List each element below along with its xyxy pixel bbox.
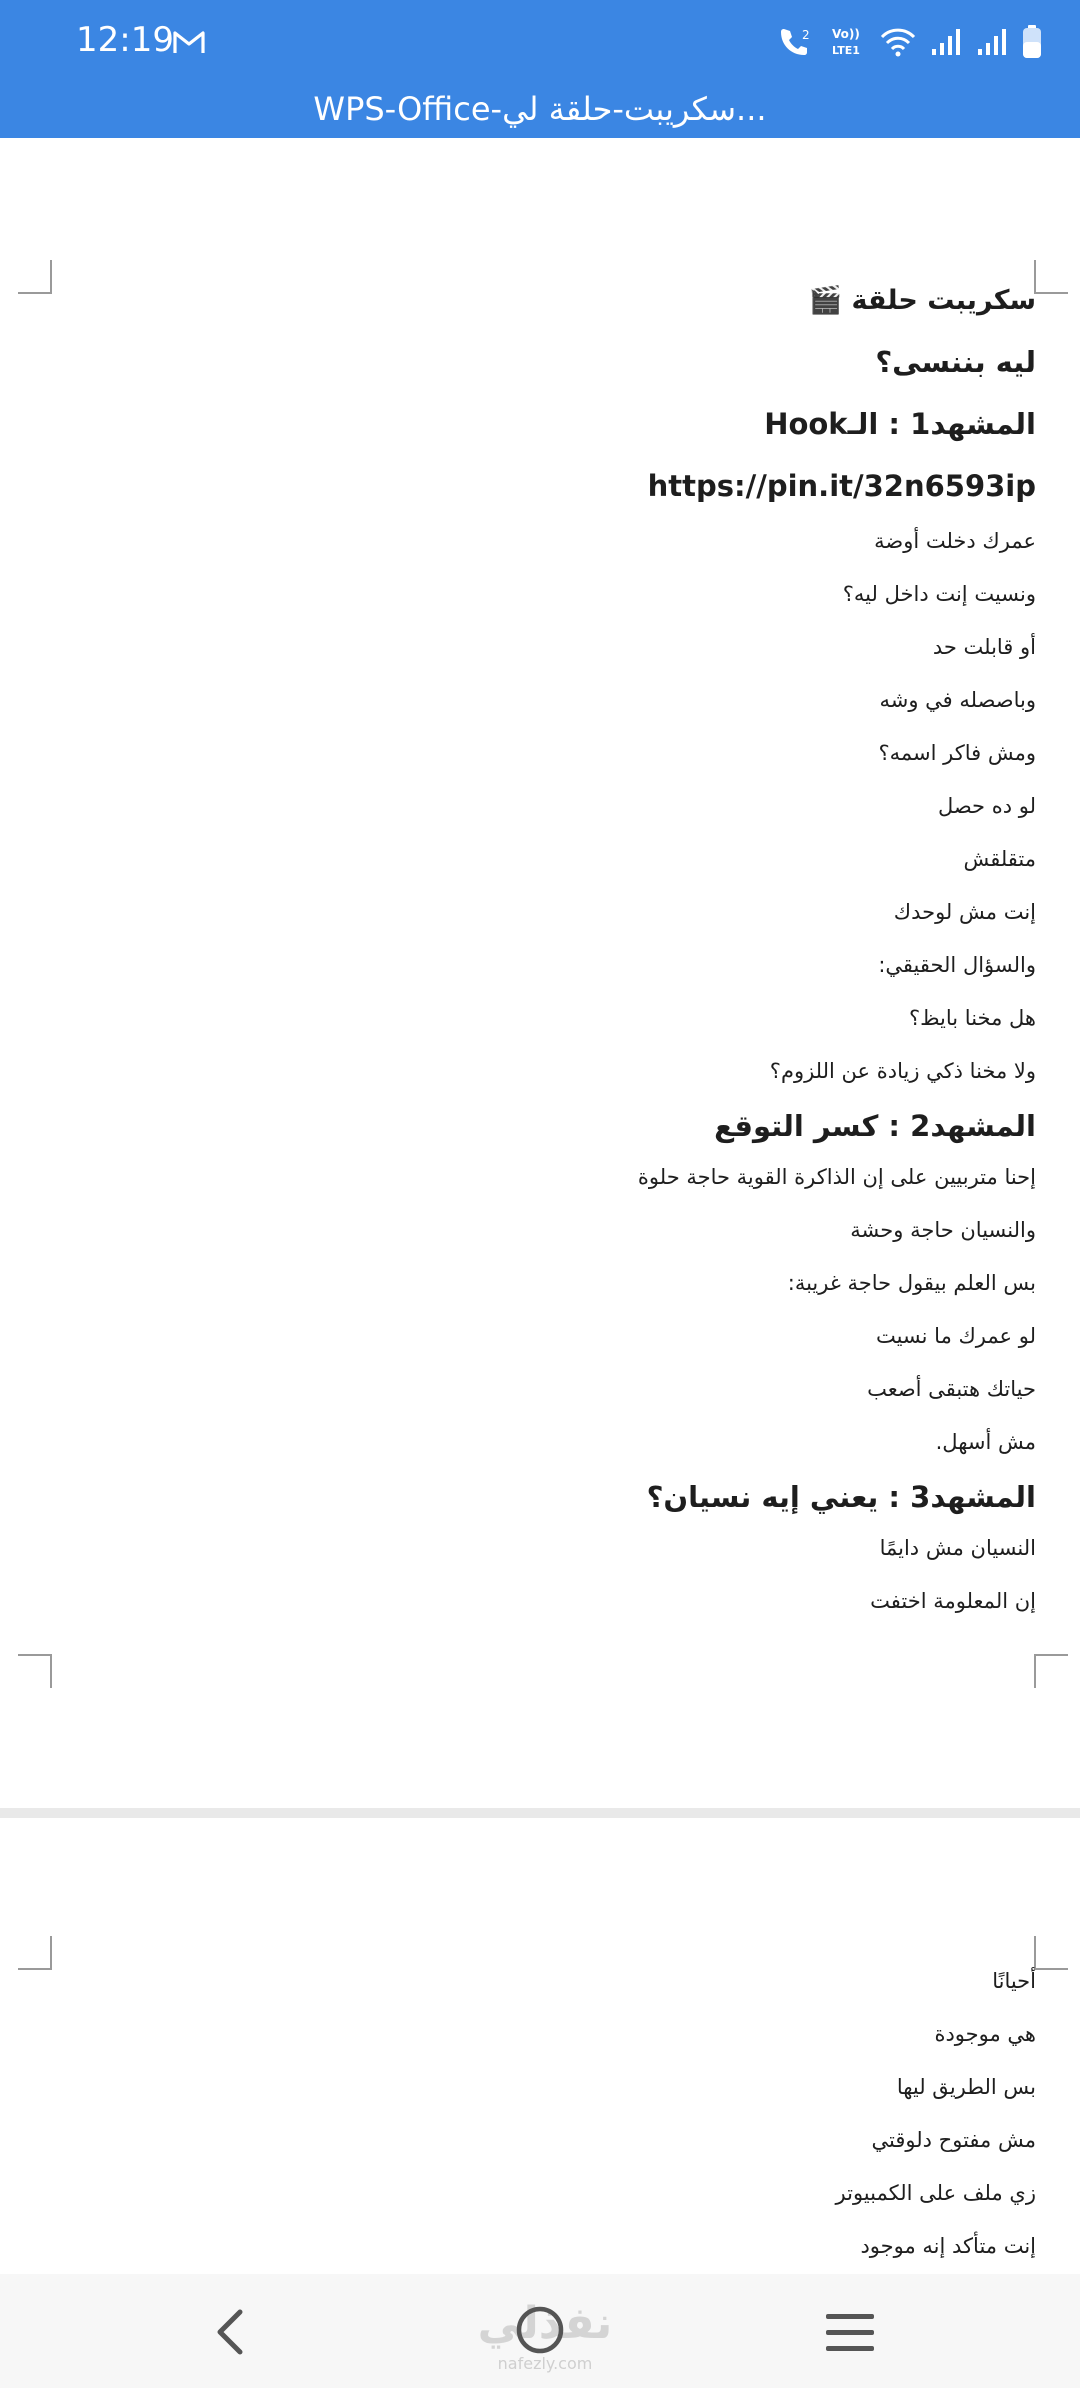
page-corner-mark: [1034, 260, 1068, 294]
signal-icon: [930, 27, 962, 57]
page-corner-mark: [18, 260, 52, 294]
doc-line: هل مخنا بايظ؟: [908, 1006, 1036, 1030]
status-time: 12:19: [76, 20, 174, 60]
doc-line: مش أسهل.: [935, 1430, 1036, 1454]
wifi-calling-icon: [778, 25, 816, 59]
home-icon[interactable]: [514, 2304, 566, 2360]
page-corner-mark: [1034, 1936, 1068, 1970]
doc-line: والسؤال الحقيقي:: [878, 953, 1036, 977]
back-icon[interactable]: [212, 2308, 248, 2360]
doc-line: النسيان مش دايمًا: [879, 1536, 1036, 1560]
page-2-content: [256, 1968, 1036, 2259]
doc-line: زي ملف على الكمبيوتر: [835, 2181, 1036, 2205]
signal-icon: [976, 27, 1008, 57]
page-1-content: [256, 286, 1036, 1614]
battery-icon: [1022, 25, 1042, 59]
document-title: WPS-Office-سكريبت-حلقة لي...: [313, 90, 767, 128]
page-corner-mark: [18, 1936, 52, 1970]
navigation-bar: [0, 2274, 1080, 2388]
doc-line: حياتك هتبقى أصعب: [867, 1377, 1036, 1401]
doc-line: بس العلم بيقول حاجة غريبة:: [787, 1271, 1036, 1295]
doc-line: إنت متأكد إنه موجود: [860, 2234, 1036, 2258]
status-icons: [778, 22, 1042, 62]
doc-line: وباصصله في وشه: [879, 688, 1036, 712]
doc-line: إحنا متربيين على إن الذاكرة القوية حاجة حلوة: [637, 1165, 1036, 1189]
doc-heading: سكريبت حلقة 🎬: [808, 285, 1036, 316]
watermark-url: nafezly.com: [497, 2354, 593, 2373]
svg-text:LTE1: LTE1: [832, 44, 860, 57]
volte-icon: [830, 25, 866, 59]
document-page-2[interactable]: [0, 1818, 1080, 2274]
doc-line: لو عمرك ما نسيت: [875, 1324, 1036, 1348]
app-bar: [0, 0, 1080, 138]
page-separator: [0, 1808, 1080, 1818]
doc-line: عمرك دخلت أوضة: [874, 529, 1036, 553]
svg-text:Vo)): Vo)): [832, 27, 860, 41]
wifi-icon: [880, 27, 916, 57]
doc-line: أو قابلت حد: [932, 635, 1036, 659]
doc-line: ونسيت إنت داخل ليه؟: [842, 582, 1036, 606]
doc-line: ولا مخنا ذكي زيادة عن اللزوم؟: [769, 1059, 1036, 1083]
page-corner-mark: [18, 1654, 52, 1688]
doc-line: بس الطريق ليها: [896, 2075, 1036, 2099]
doc-link[interactable]: https://pin.it/32n6593ip: [647, 469, 1036, 503]
document-page-1[interactable]: [0, 138, 1080, 1808]
doc-line: والنسيان حاجة وحشة: [850, 1218, 1036, 1242]
svg-text:2: 2: [802, 28, 810, 42]
doc-line: إنت مش لوحدك: [893, 900, 1036, 924]
watermark: نفذلي: [477, 2298, 613, 2349]
doc-line: إن المعلومة اختفت: [870, 1589, 1036, 1613]
doc-line: أحيانًا: [992, 1969, 1036, 1993]
doc-heading: المشهد1 : الـHook: [764, 407, 1036, 441]
doc-heading: المشهد3 : يعني إيه نسيان؟: [646, 1480, 1036, 1514]
page-corner-mark: [1034, 1654, 1068, 1688]
doc-line: مش مفتوح دلوقتي: [871, 2128, 1036, 2152]
doc-line: ومش فاكر اسمه؟: [878, 741, 1036, 765]
gmail-icon: [172, 28, 206, 60]
doc-line: لو ده حصل: [937, 794, 1036, 818]
doc-heading: ليه بننسى؟: [875, 345, 1036, 379]
menu-icon[interactable]: [824, 2312, 876, 2358]
doc-line: هي موجودة: [934, 2022, 1036, 2046]
doc-heading: المشهد2 : كسر التوقع: [714, 1109, 1036, 1143]
doc-line: متقلقش: [963, 847, 1036, 871]
